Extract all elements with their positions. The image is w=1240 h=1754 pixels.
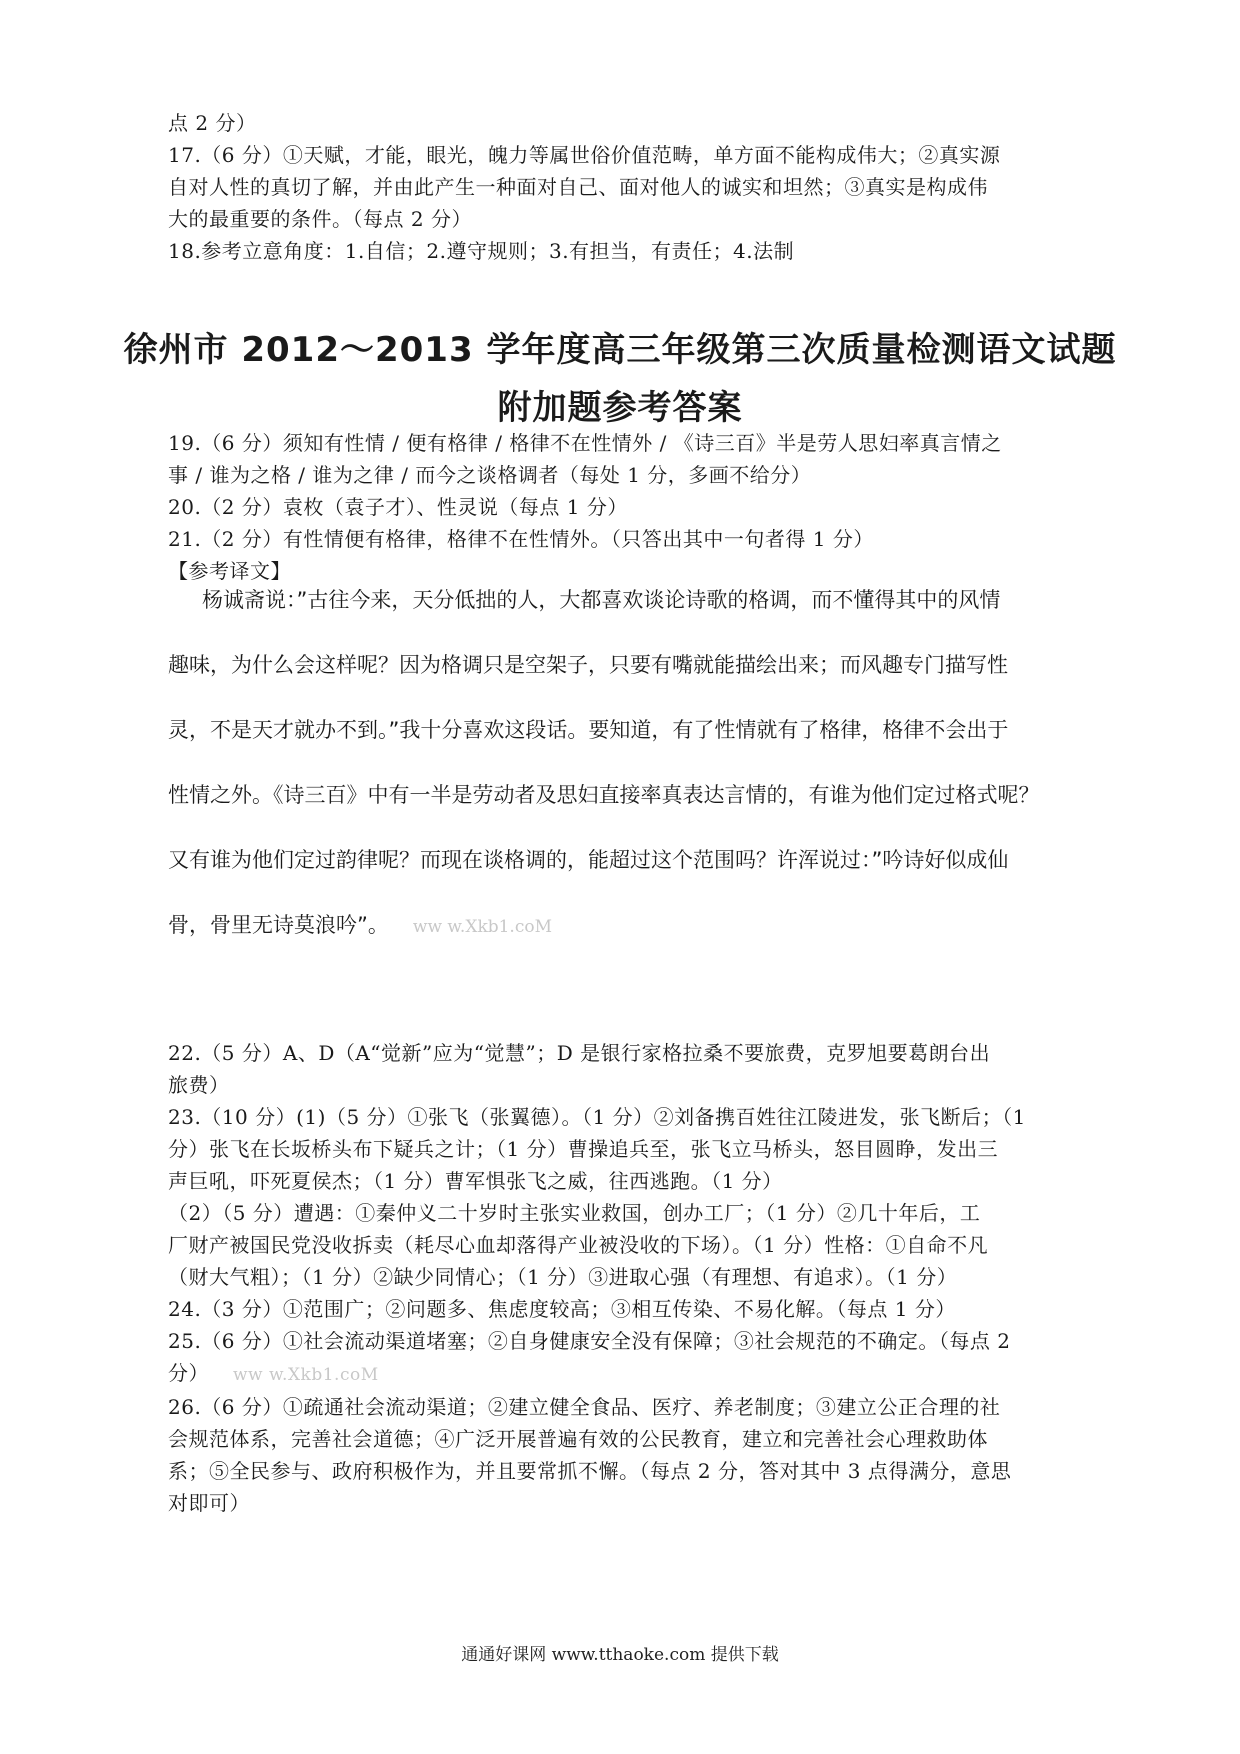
text-line: 对即可） [168, 1491, 250, 1515]
translation-line: 灵，不是天才就办不到。”我十分喜欢这段话。要知道，有了性情就有了格律，格律不会出于 [168, 718, 1009, 742]
document-title: 徐州市 2012～2013 学年度高三年级第三次质量检测语文试题 [123, 330, 1117, 370]
text-line: （2）（5 分）遭遇：①秦仲义二十岁时主张实业救国，创办工厂；（1 分）②几十年后，工 [168, 1201, 981, 1225]
text-line: 18.参考立意角度：1.自信；2.遵守规则；3.有担当，有责任；4.法制 [168, 239, 795, 263]
top-section [168, 107, 1068, 267]
reference-translation-label: 【参考译文】 [168, 559, 291, 583]
text-line: 25.（6 分）①社会流动渠道堵塞；②自身健康安全没有保障；③社会规范的不确定。（每点 2 [168, 1329, 1011, 1353]
page-footer: 通通好课网 www.tthaoke.com 提供下载 [461, 1645, 779, 1665]
text-line: 23.（10 分）(1)（5 分）①张飞（张翼德）。（1 分）②刘备携百姓往江陵进发，张飞断后；（1 [168, 1105, 1026, 1129]
translation-text: 骨，骨里无诗莫浪吟”。 [168, 913, 389, 937]
text-line [168, 1357, 1068, 1391]
answers-section-a [168, 427, 1068, 587]
text-line: 自对人性的真切了解，并由此产生一种面对自己、面对他人的诚实和坦然；③真实是构成伟 [168, 175, 988, 199]
watermark: ww w.Xkb1.coM [412, 917, 553, 937]
text-line: 22.（5 分）A、D（A“觉新”应为“觉慧”；D 是银行家格拉桑不要旅费，克罗旭要葛朗台出 [168, 1041, 991, 1065]
text-line: 26.（6 分）①疏通社会流动渠道；②建立健全食品、医疗、养老制度；③建立公正合理的社 [168, 1395, 1001, 1419]
text-line: 厂财产被国民党没收拆卖（耗尽心血却落得产业被没收的下场）。（1 分）性格：①自命不凡 [168, 1233, 989, 1257]
text-line: 大的最重要的条件。（每点 2 分） [168, 207, 472, 231]
answers-section-b [168, 1037, 1068, 1519]
text-line: 声巨吼，吓死夏侯杰；（1 分）曹军惧张飞之威，往西逃跑。（1 分） [168, 1169, 783, 1193]
translation-line: 杨诚斋说：”古往今来，天分低拙的人，大都喜欢谈论诗歌的格调，而不懂得其中的风情 [202, 588, 1001, 612]
translation-line: 又有谁为他们定过韵律呢？而现在谈格调的，能超过这个范围吗？许浑说过：”吟诗好似成仙 [168, 848, 1009, 872]
text-line: 事 / 谁为之格 / 谁为之律 / 而今之谈格调者（每处 1 分，多画不给分） [168, 463, 812, 487]
text-line: 旅费） [168, 1073, 230, 1097]
text-fragment: 分） [168, 1361, 209, 1385]
translation-line-last [168, 909, 1082, 974]
text-line: 19.（6 分）须知有性情 / 便有格律 / 格律不在性情外 / 《诗三百》半是劳人思妇率真言情之 [168, 431, 1002, 455]
translation-line: 趣味，为什么会这样呢？因为格调只是空架子，只要有嘴就能描绘出来；而风趣专门描写性 [168, 653, 1008, 677]
watermark: ww w.Xkb1.coM [233, 1365, 379, 1385]
text-line: 20.（2 分）袁枚（袁子才）、性灵说（每点 1 分） [168, 495, 628, 519]
translation-line: 性情之外。《诗三百》中有一半是劳动者及思妇直接率真表达言情的，有谁为他们定过格式呢？ [168, 783, 1040, 807]
text-line: （财大气粗）；（1 分）②缺少同情心；（1 分）③进取心强（有理想、有追求）。（1 分） [168, 1265, 958, 1289]
text-line: 24.（3 分）①范围广；②问题多、焦虑度较高；③相互传染、不易化解。（每点 1 分） [168, 1297, 956, 1321]
text-line: 会规范体系，完善社会道德；④广泛开展普遍有效的公民教育，建立和完善社会心理救助体 [168, 1427, 988, 1451]
text-line: 分）张飞在长坂桥头布下疑兵之计；（1 分）曹操追兵至，张飞立马桥头，怒目圆睁，发出三 [168, 1137, 999, 1161]
text-line: 点 2 分） [168, 111, 257, 135]
reference-translation [168, 584, 1082, 974]
document-subtitle: 附加题参考答案 [497, 388, 743, 428]
text-line: 系；⑤全民参与、政府积极作为，并且要常抓不懈。（每点 2 分，答对其中 3 点得满分，意思 [168, 1459, 1012, 1483]
text-line: 21.（2 分）有性情便有格律，格律不在性情外。（只答出其中一句者得 1 分） [168, 527, 874, 551]
text-line: 17.（6 分）①天赋，才能，眼光，魄力等属世俗价值范畴，单方面不能构成伟大；②真实源 [168, 143, 1001, 167]
